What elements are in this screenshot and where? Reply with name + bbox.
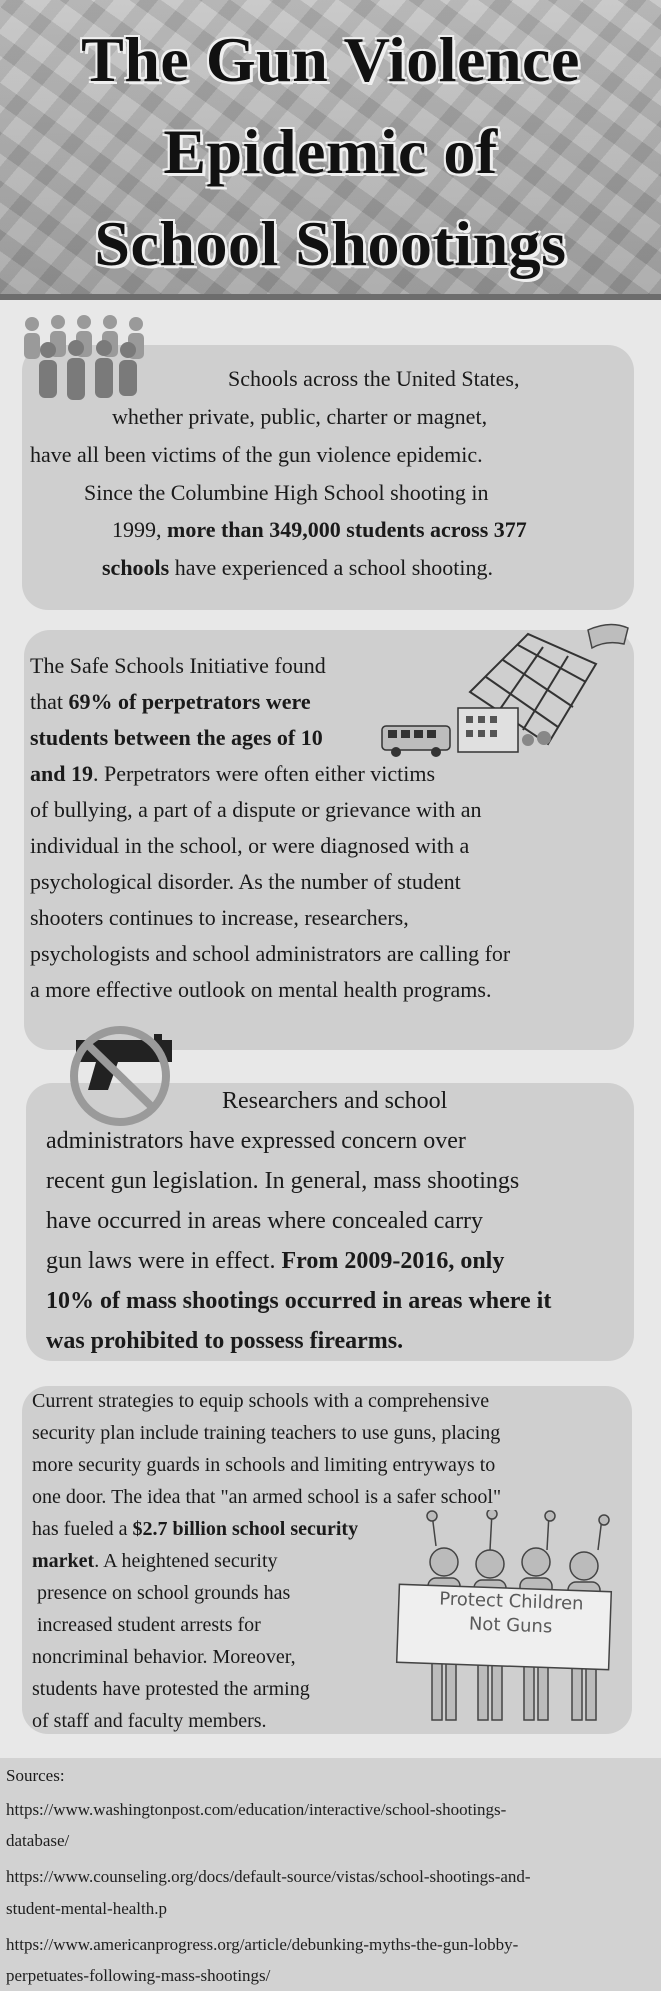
source-link[interactable]: database/ [6,1831,70,1850]
section-4-line: security plan include training teachers to use guns, placing [32,1422,501,1444]
section-4-line: has fueled a $2.7 billion school security [32,1518,359,1540]
section-2-line: individual in the school, or were diagnosed with a [30,833,470,858]
crowd-people-icon [18,310,153,410]
school-bus-cage-icon [378,612,640,762]
section-4-line: noncriminal behavior. Moreover, [32,1646,296,1668]
source-link[interactable]: https://www.counseling.org/docs/default-source/vistas/school-shootings-and- [6,1867,531,1886]
section-1-line: schools have experienced a school shooting. [102,555,494,580]
page-title [0,14,661,290]
source-link[interactable]: perpetuates-following-mass-shootings/ [6,1966,271,1985]
section-2-line: of bullying, a part of a dispute or grievance with an [30,797,482,822]
section-1-line: whether private, public, charter or magnet, [112,404,488,429]
sign-line: Not Guns [468,1613,553,1638]
section-1-line: 1999, more than 349,000 students across 377 [112,517,527,542]
section-3-line: Researchers and school [222,1088,448,1114]
section-3-line: 10% of mass shootings occurred in areas where it [46,1288,552,1314]
section-2-line: and 19. Perpetrators were often either victims [30,761,436,786]
section-1-line: Since the Columbine High School shooting in [84,480,489,505]
header-banner [0,0,661,300]
sources-title: Sources: [6,1766,65,1785]
section-2-line: The Safe Schools Initiative found [30,653,326,678]
section-2-line: students between the ages of 10 [30,725,323,750]
section-4-line: market. A heightened security [32,1550,278,1572]
section-2-line: shooters continues to increase, researchers, [30,905,409,930]
section-3-line: recent gun legislation. In general, mass shootings [46,1168,520,1194]
protest-sign-text [411,1587,611,1642]
section-3-line: was prohibited to possess firearms. [46,1328,404,1354]
section-3-line: administrators have expressed concern over [46,1128,466,1154]
section-2-line: psychologists and school administrators are calling for [30,941,511,966]
section-3-line: have occurred in areas where concealed carry [46,1208,484,1234]
source-link[interactable]: https://www.americanprogress.org/article/debunking-myths-the-gun-lobby- [6,1935,519,1954]
section-3-line: gun laws were in effect. From 2009-2016, only [46,1248,505,1274]
section-2-line: that 69% of perpetrators were [30,689,311,714]
title-line: Epidemic of [163,116,498,187]
header-divider [0,294,661,300]
source-link[interactable]: https://www.washingtonpost.com/education/interactive/school-shootings- [6,1800,507,1819]
section-4-line: one door. The idea that "an armed school is a safer school" [32,1486,502,1508]
section-1-line: have all been victims of the gun violence epidemic. [30,442,483,467]
sign-line: Protect Children [438,1588,584,1615]
section-4-line: more security guards in schools and limiting entryways to [32,1454,496,1476]
section-2-line: a more effective outlook on mental health programs. [30,977,492,1002]
title-line: The Gun Violence [81,24,580,95]
section-2-line: psychological disorder. As the number of student [30,869,461,894]
section-4-line: of staff and faculty members. [32,1710,267,1732]
section-4-line: presence on school grounds has [32,1582,291,1604]
section-1-line: Schools across the United States, [228,366,520,391]
section-4-line: increased student arrests for [32,1614,261,1636]
no-gun-icon [54,1020,189,1130]
section-4-line: students have protested the arming [32,1678,310,1700]
source-link[interactable]: student-mental-health.p [6,1899,167,1918]
section-4-line: Current strategies to equip schools with a comprehensive [32,1390,490,1412]
title-line: School Shootings [94,208,567,279]
